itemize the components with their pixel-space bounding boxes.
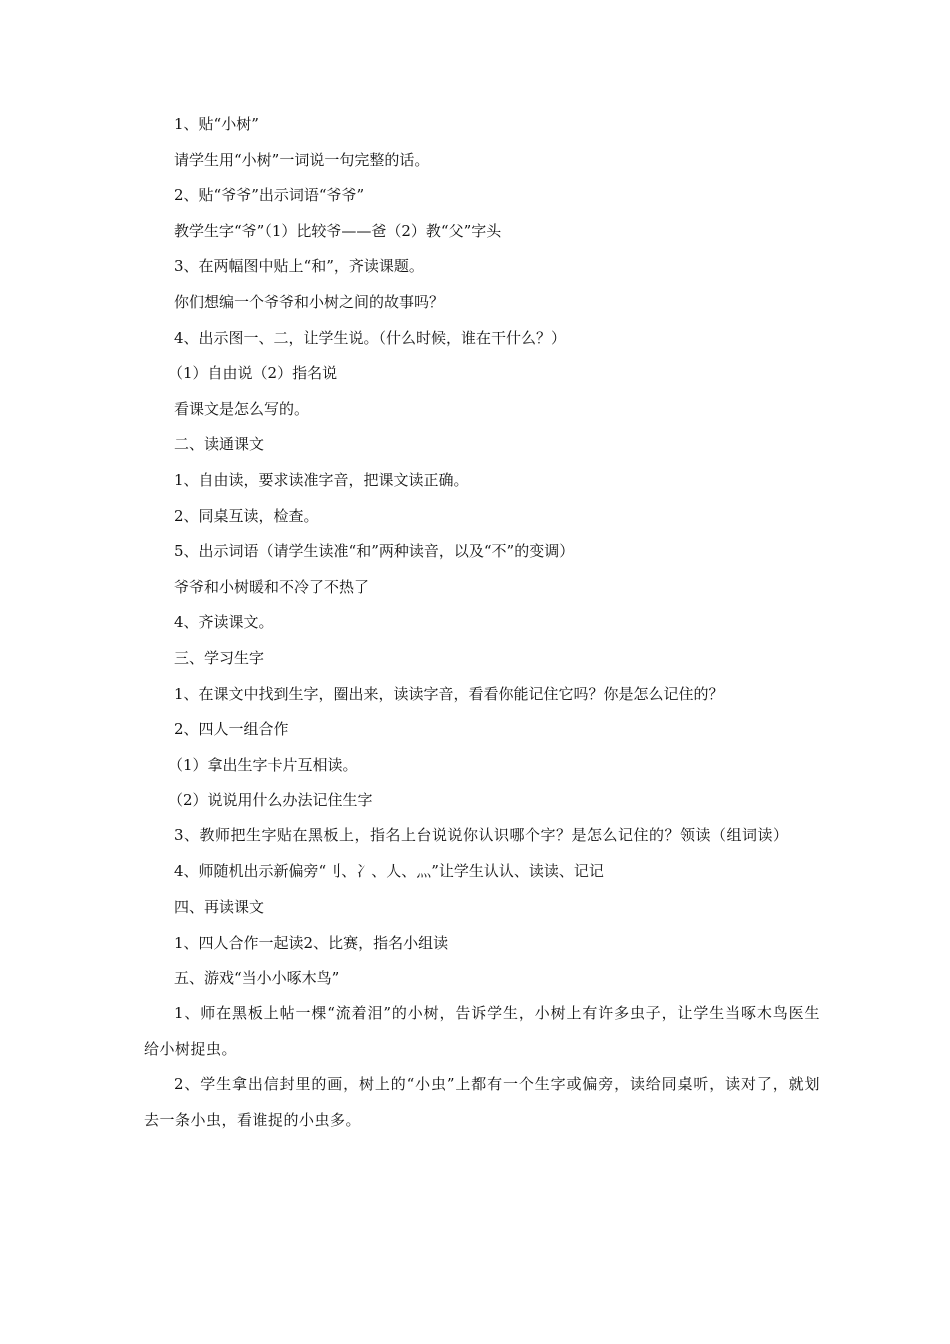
- text-line: （2）说说用什么办法记住生字: [168, 791, 373, 810]
- text-line: 2、贴“爷爷”出示词语“爷爷”: [174, 186, 365, 205]
- text-line: 教学生字“爷”（1）比较爷——爸（2）教“父”字头: [174, 221, 502, 240]
- text-line: 1、贴“小树”: [174, 115, 259, 133]
- section-heading: 五、游戏“当小小啄木鸟”: [174, 969, 340, 988]
- text-line: 1、在课文中找到生字，圈出来，读读字音，看看你能记住它吗？你是怎么记住的？: [174, 684, 724, 703]
- text-line: 看课文是怎么写的。: [174, 399, 310, 418]
- text-line: 你们想编一个爷爷和小树之间的故事吗？: [174, 292, 445, 311]
- text-line: 1、自由读，要求读准字音，把课文读正确。: [174, 470, 469, 489]
- paragraph: 2、学生拿出信封里的画，树上的“小虫”上都有一个生字或偏旁，读给同桌听，读对了，就划去一条小虫，看谁捉的小虫多。: [144, 1075, 820, 1129]
- text-line: 4、齐读课文。: [174, 613, 274, 632]
- section-heading: 二、读通课文: [174, 435, 265, 454]
- text-line: 1、四人合作一起读2、比赛，指名小组读: [174, 933, 449, 952]
- paragraph: 1、师在黑板上帖一棵“流着泪”的小树，告诉学生，小树上有许多虫子，让学生当啄木鸟医生给小树捉虫。: [144, 1004, 820, 1058]
- paragraph: 3、教师把生字贴在黑板上，指名上台说说你认识哪个字？是怎么记住的？领读（组词读）: [174, 826, 789, 845]
- text-line: （1）自由说（2）指名说: [168, 364, 338, 383]
- text-line: 爷爷和小树暖和不冷了不热了: [174, 577, 370, 596]
- text-line: 请学生用“小树”一词说一句完整的话。: [174, 150, 430, 169]
- section-heading: 三、学习生字: [174, 648, 265, 667]
- text-line: 3、在两幅图中贴上“和”，齐读课题。: [174, 257, 424, 276]
- text-line: 5、出示词语（请学生读准“和”两种读音，以及“不”的变调）: [174, 542, 575, 561]
- text-line: （1）拿出生字卡片互相读。: [168, 755, 358, 774]
- document-body: [144, 114, 820, 1146]
- section-heading: 四、再读课文: [174, 898, 265, 917]
- text-line: 2、同桌互读，检查。: [174, 506, 319, 525]
- text-line: 4、师随机出示新偏旁“刂、冫、人、灬”让学生认认、读读、记记: [174, 862, 604, 881]
- text-line: 4、出示图一、二，让学生说。（什么时候，谁在干什么？）: [174, 328, 567, 347]
- text-line: 2、四人一组合作: [174, 720, 289, 739]
